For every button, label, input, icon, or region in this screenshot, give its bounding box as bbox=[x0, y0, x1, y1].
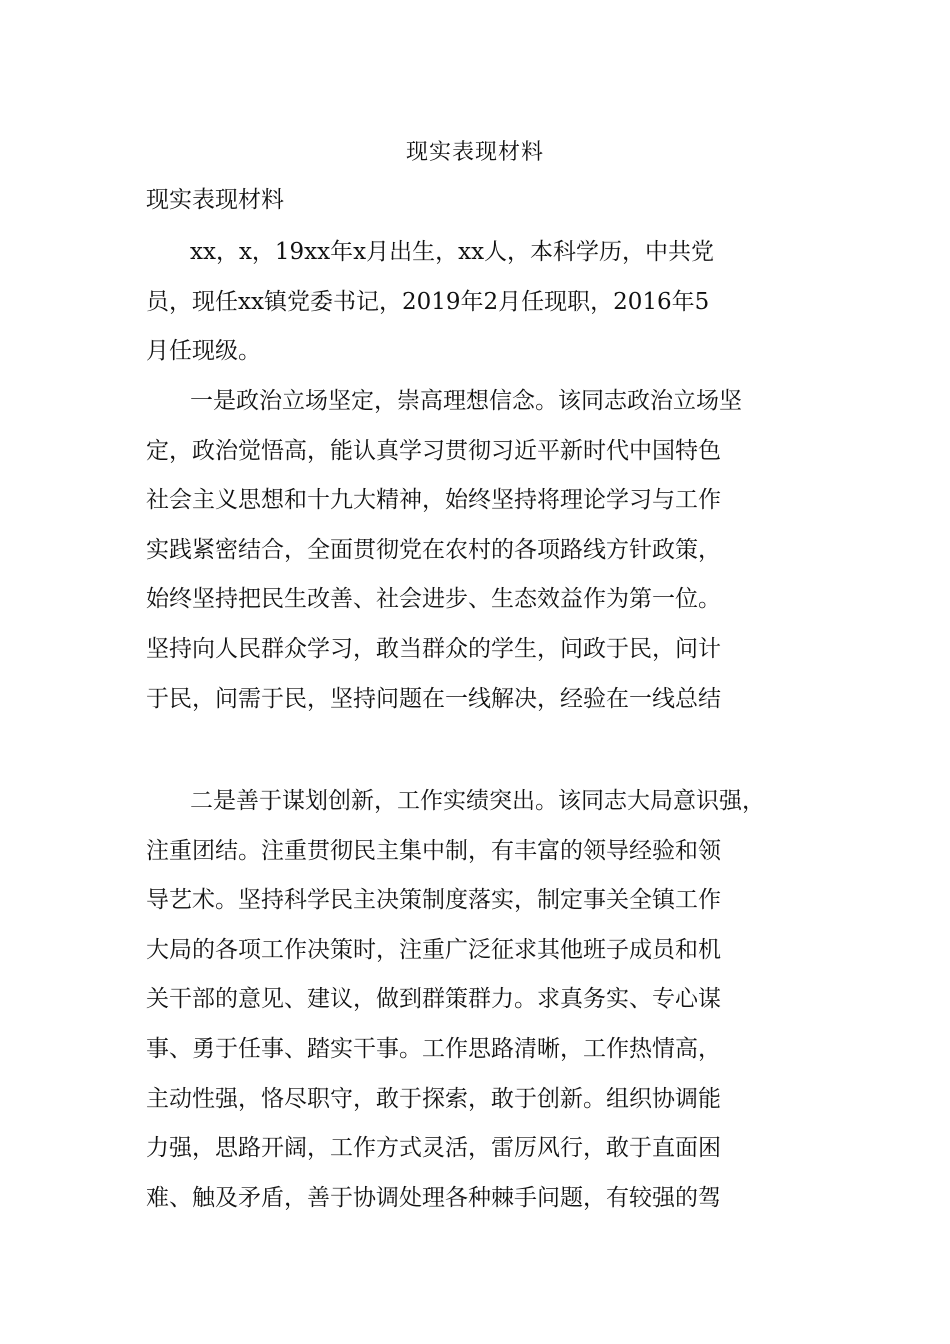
paragraph-line: 力强，思路开阔，工作方式灵活，雷厉风行，敢于直面困 bbox=[146, 1135, 721, 1162]
paragraph-line: 事、勇于任事、踏实干事。工作思路清晰，工作热情高， bbox=[146, 1035, 721, 1062]
paragraph-line: 始终坚持把民生改善、社会进步、生态效益作为第一位。 bbox=[146, 586, 721, 613]
paragraph-line: 于民，问需于民，坚持问题在一线解决，经验在一线总结 bbox=[146, 685, 721, 712]
paragraph-line: 社会主义思想和十九大精神，始终坚持将理论学习与工作 bbox=[146, 487, 721, 514]
paragraph-line: 定，政治觉悟高，能认真学习贯彻习近平新时代中国特色 bbox=[146, 437, 721, 464]
paragraph-line: 注重团结。注重贯彻民主集中制，有丰富的领导经验和领 bbox=[146, 837, 721, 864]
paragraph-line: 导艺术。坚持科学民主决策制度落实，制定事关全镇工作 bbox=[146, 887, 721, 914]
paragraph-line: 关干部的意见、建议，做到群策群力。求真务实、专心谋 bbox=[146, 986, 721, 1013]
paragraph-line: 坚持向人民群众学习，敢当群众的学生，问政于民，问计 bbox=[146, 635, 721, 662]
document-title: 现实表现材料 bbox=[405, 140, 544, 165]
paragraph-planning-innovation bbox=[146, 786, 810, 1232]
paragraph-line: 一是政治立场坚定，崇高理想信念。该同志政治立场坚 bbox=[190, 388, 742, 414]
paragraph-line: 月任现级。 bbox=[146, 338, 261, 365]
paragraph-line: 大局的各项工作决策时，注重广泛征求其他班子成员和机 bbox=[146, 936, 721, 963]
paragraph-line: 实践紧密结合，全面贯彻党在农村的各项路线方针政策， bbox=[146, 536, 721, 563]
paragraph-line: 主动性强，恪尽职守，敢于探索，敢于创新。组织协调能 bbox=[146, 1085, 721, 1112]
paragraph-personal-info bbox=[146, 237, 810, 386]
paragraph-line: xx，x，19xx年x月出生，xx人，本科学历，中共党 bbox=[190, 239, 715, 265]
paragraph-line: 难、触及矛盾，善于协调处理各种棘手问题，有较强的驾 bbox=[146, 1184, 721, 1211]
paragraph-line: 员，现任xx镇党委书记，2019年2月任现职，2016年5 bbox=[146, 288, 710, 315]
paragraph-line: 二是善于谋划创新，工作实绩突出。该同志大局意识强， bbox=[190, 788, 765, 814]
paragraph-political-stance bbox=[146, 386, 810, 733]
document-subtitle: 现实表现材料 bbox=[146, 187, 284, 213]
